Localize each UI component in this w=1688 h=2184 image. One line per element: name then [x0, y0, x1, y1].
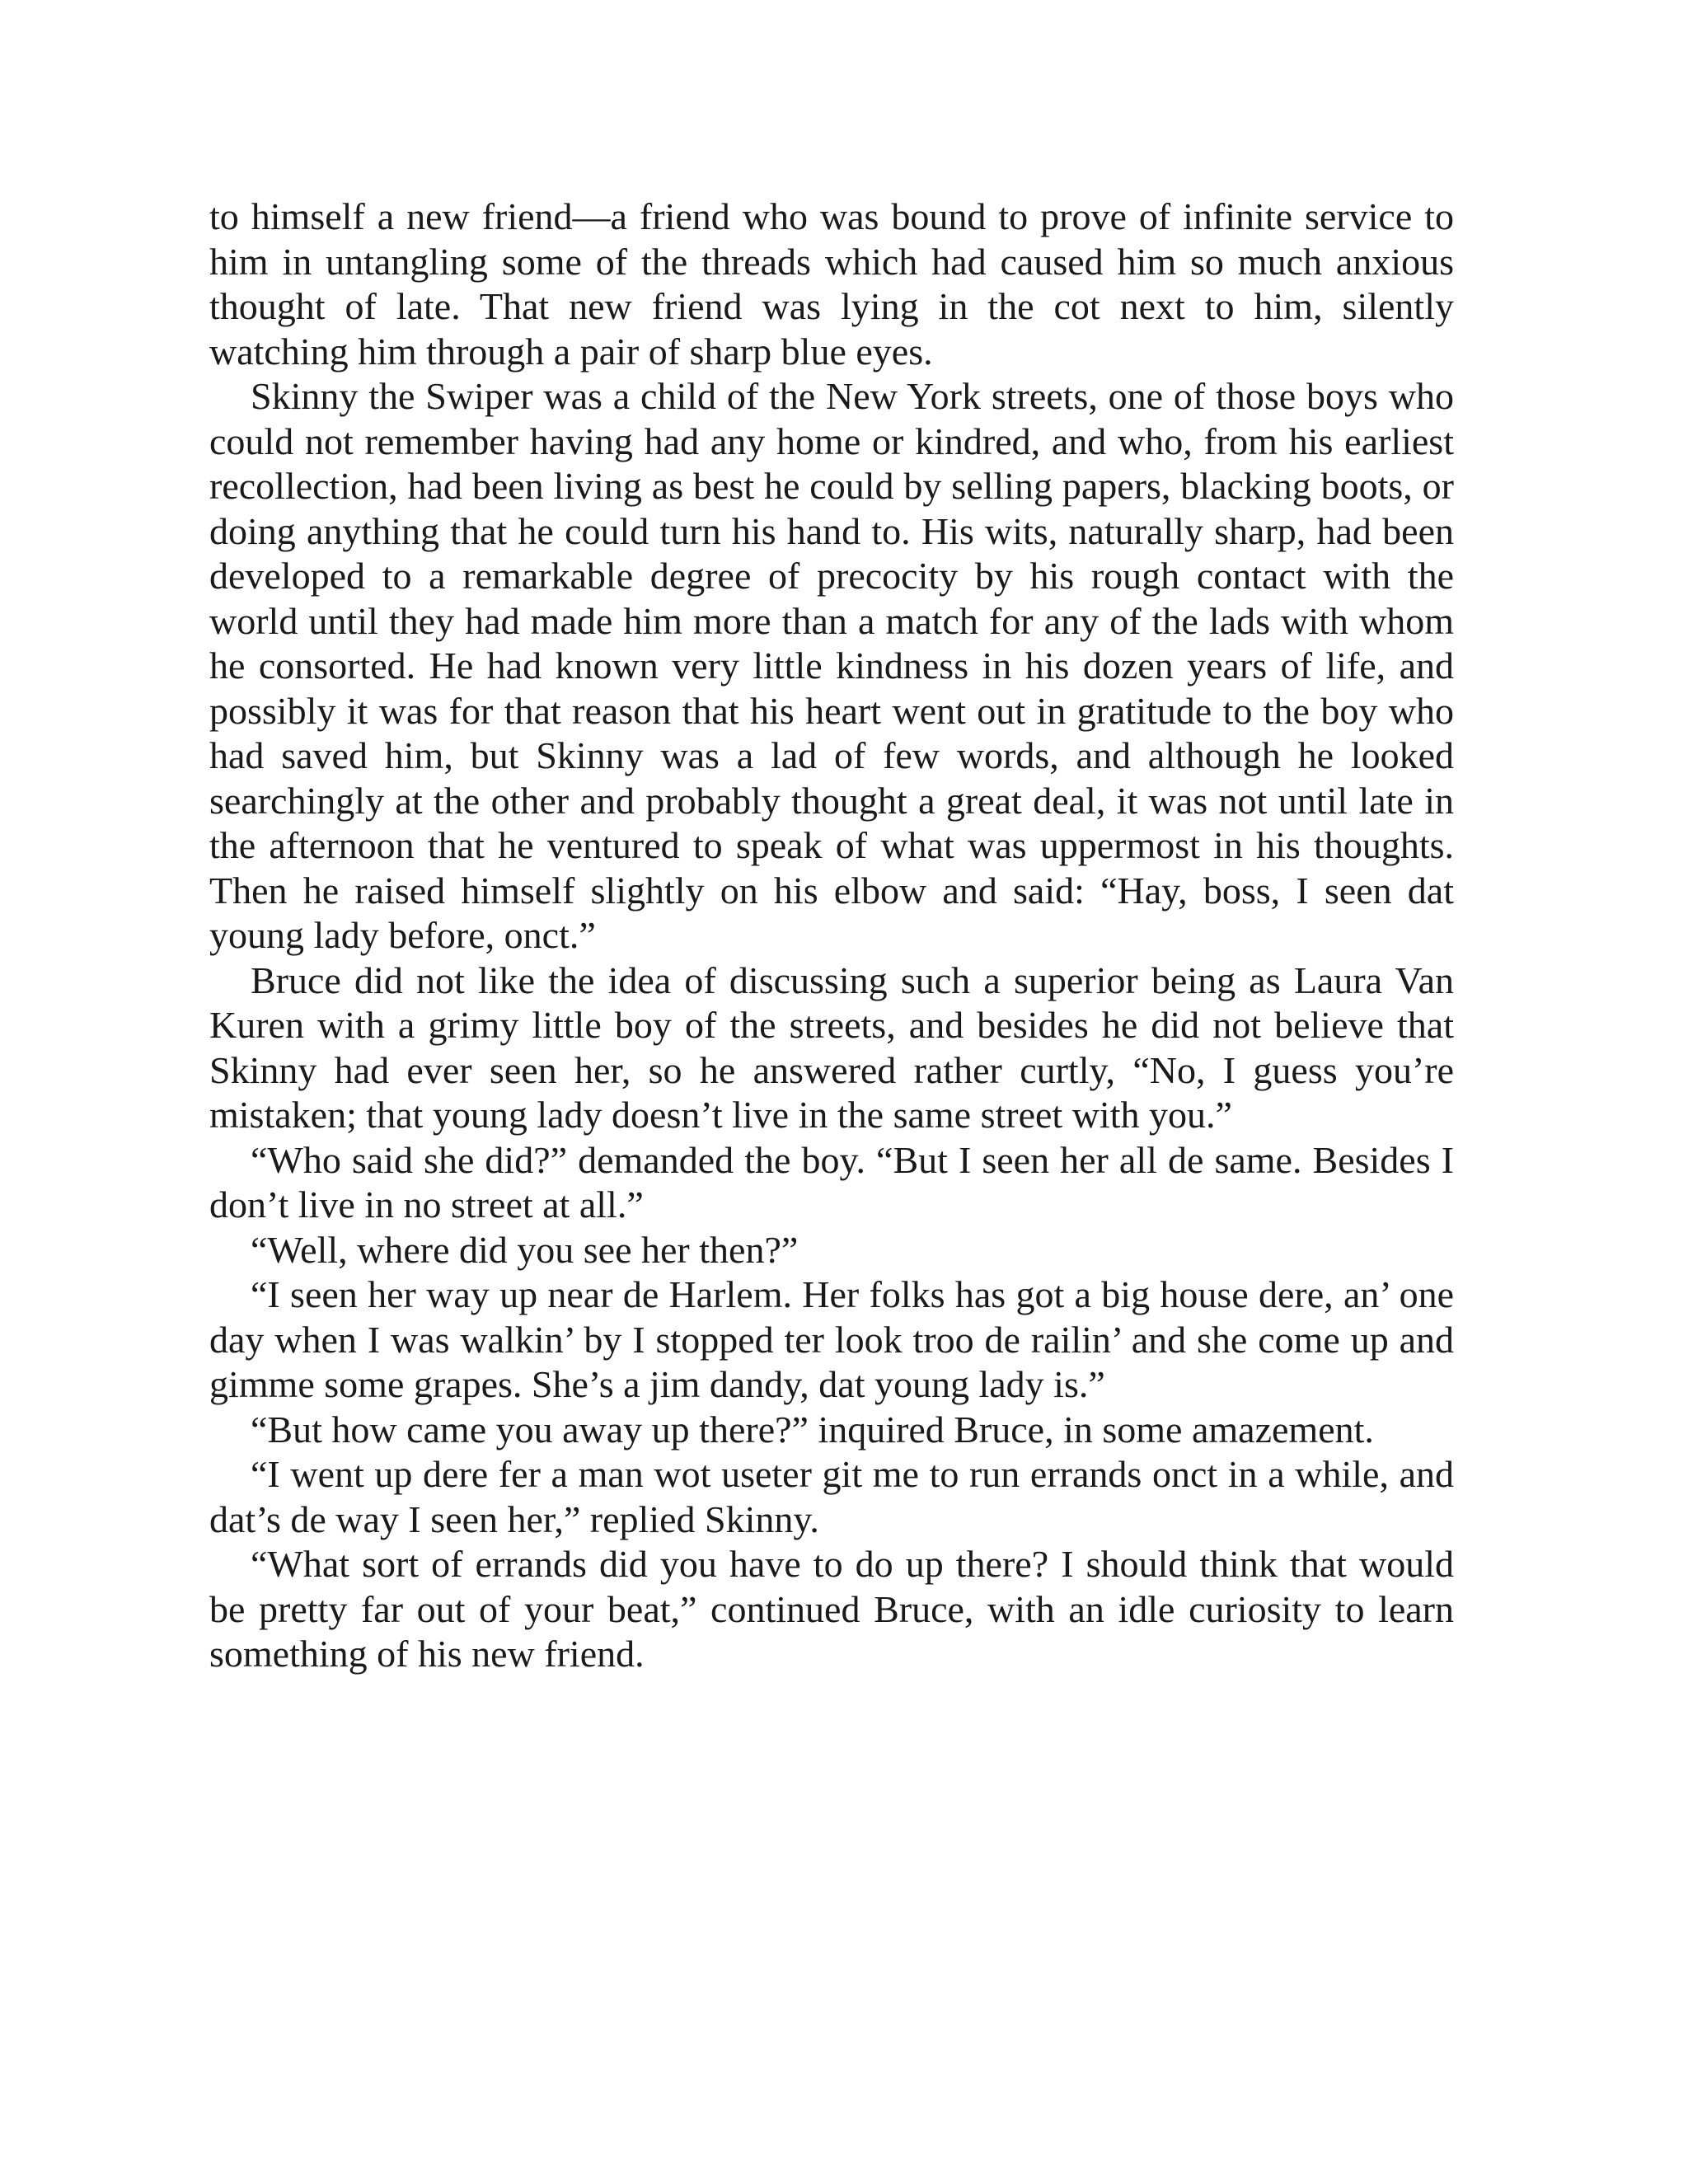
- paragraph-dialogue: “I seen her way up near de Harlem. Her folks has got a big house dere, an’ one day when I was walkin’ by I stopped ter look troo de railin’ and she come up and gimme some grapes. She’s a jim dandy, dat young lady is.”: [209, 1273, 1454, 1405]
- book-page-text: [209, 194, 1454, 1677]
- paragraph-dialogue: “What sort of errands did you have to do up there? I should think that would be pretty far out of your beat,” continued Bruce, with an idle curiosity to learn something of his new friend.: [209, 1543, 1454, 1675]
- paragraph-dialogue: “Who said she did?” demanded the boy. “But I seen her all de same. Besides I don’t live in no street at all.”: [209, 1138, 1454, 1226]
- paragraph-dialogue: “I went up dere fer a man wot useter git me to run errands onct in a while, and dat’s de way I seen her,” replied Skinny.: [209, 1453, 1454, 1540]
- paragraph-skinny-background: Skinny the Swiper was a child of the New York streets, one of those boys who could not remember having had any home or kindred, and who, from his earliest recollection, had been living as best he could by selling papers, blacking boots, or doing anything that he could turn his hand to. His wits, naturally sharp, had been developed to a remarkable degree of precocity by his rough contact with the world until they had made him more than a match for any of the lads with whom he consorted. He had known very little kindness in his dozen years of life, and possibly it was for that reason that his heart went out in gratitude to the boy who had saved him, but Skinny was a lad of few words, and although he looked searchingly at the other and probably thought a great deal, it was not until late in the afternoon that he ventured to speak of what was uppermost in his thoughts. Then he raised himself slightly on his elbow and said: “Hay, boss, I seen dat young lady before, onct.”: [209, 375, 1454, 956]
- paragraph-continued: to himself a new friend—a friend who was bound to prove of infinite service to him in untangling some of the threads which had caused him so much anxious thought of late. That new friend was lying in the cot next to him, silently watching him through a pair of sharp blue eyes.: [209, 195, 1454, 373]
- paragraph-bruce-reply: Bruce did not like the idea of discussing such a superior being as Laura Van Kuren with a grimy little boy of the streets, and besides he did not believe that Skinny had ever seen her, so he answered rather curtly, “No, I guess you’re mistaken; that young lady doesn’t live in the same street with you.”: [209, 958, 1454, 1136]
- paragraph-dialogue: “But how came you away up there?” inquired Bruce, in some amazement.: [251, 1408, 1374, 1451]
- paragraph-dialogue: “Well, where did you see her then?”: [251, 1228, 799, 1271]
